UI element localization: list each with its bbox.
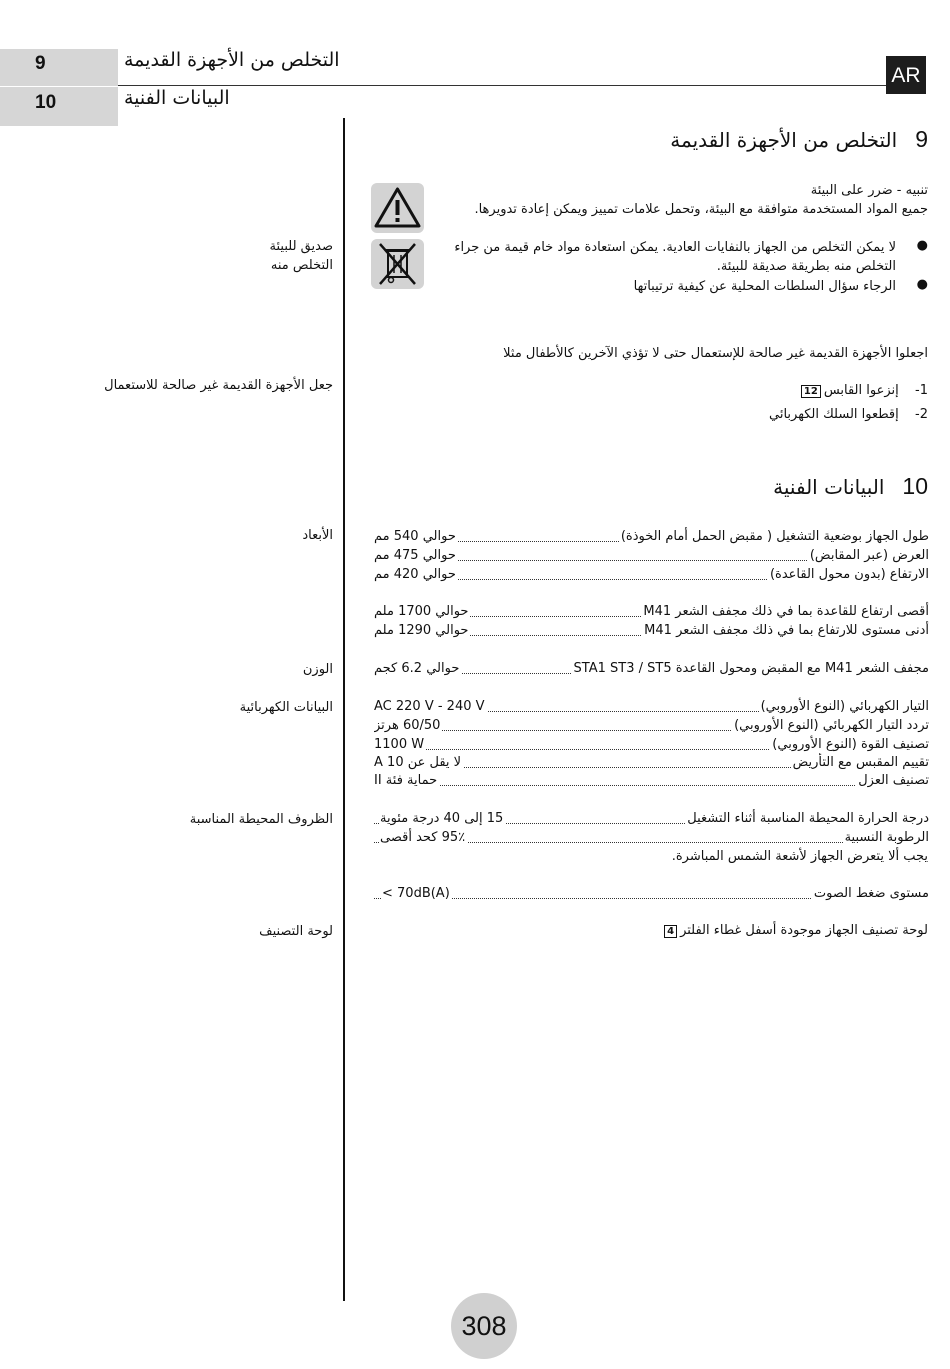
spec-row — [374, 697, 929, 716]
spec-label: تردد التيار الكهربائي (النوع الأوروبي) — [734, 718, 929, 733]
spec-value: لا يقل عن 10 A — [374, 755, 462, 770]
section-title: التخلص من الأجهزة القديمة — [670, 128, 898, 152]
spec-value: AC 220 V - 240 V — [374, 699, 485, 714]
spec-label: درجة الحرارة المحيطة المناسبة أثناء التشغيل — [687, 811, 929, 826]
bullet-text: الرجاء سؤال السلطات المحلية عن كيفية ترتيباتها — [633, 279, 896, 294]
side-label-rating-plate: لوحة التصنيف — [259, 924, 333, 939]
page-number: 308 — [451, 1293, 517, 1359]
spec-value: حوالي 475 مم — [374, 548, 456, 563]
tab-number: 9 — [35, 53, 46, 74]
tab-title[interactable]: التخلص من الأجهزة القديمة — [124, 49, 340, 71]
side-label-weight: الوزن — [302, 662, 333, 677]
step-index: 2- — [915, 407, 928, 422]
sun-note: يجب ألا يتعرض الجهاز لأشعة الشمس المباشرة. — [671, 849, 928, 864]
spec-value: حوالي 1290 ملم — [374, 623, 469, 638]
spec-label: الارتفاع (بدون محول القاعدة) — [769, 567, 929, 582]
warning-triangle-icon — [371, 183, 424, 233]
side-label-dimensions: الأبعاد — [302, 528, 333, 543]
warning-title: تنبيه - ضرر على البيئة — [810, 183, 928, 198]
section-heading — [773, 473, 928, 500]
side-label-disposal: التخلص منه — [270, 258, 333, 273]
spec-value: حماية فئة II — [374, 773, 438, 788]
spec-row — [374, 753, 929, 772]
spec-label: طول الجهاز بوضعية التشغيل ( مقبض الحمل أمام الخوذة) — [620, 529, 929, 544]
spec-row — [374, 771, 929, 790]
step-1 — [798, 381, 928, 400]
spec-row — [374, 602, 929, 621]
spec-label: الرطوبة النسبية — [844, 830, 929, 845]
spec-row — [374, 809, 929, 828]
section-title: البيانات الفنية — [773, 475, 885, 499]
step-text: إنزعوا القابس — [823, 383, 899, 398]
section-heading — [670, 126, 928, 153]
figure-reference: 12 — [801, 385, 821, 398]
spec-row — [374, 527, 929, 546]
section-number: 9 — [915, 126, 928, 152]
warning-text: جميع المواد المستخدمة متوافقة مع البيئة، وتحمل علامات تمييز ويمكن إعادة تدويرها. — [474, 202, 928, 217]
spec-row — [374, 828, 929, 847]
header-divider — [118, 85, 926, 86]
figure-reference: 4 — [664, 925, 677, 938]
step-2 — [769, 405, 928, 424]
bullet-dot: ● — [916, 277, 928, 292]
bullet-dot: ● — [916, 238, 928, 253]
spec-label: التيار الكهربائي (النوع الأوروبي) — [760, 699, 929, 714]
spec-row — [374, 716, 929, 735]
step-index: 1- — [915, 383, 928, 398]
spec-label: مجفف الشعر M41 مع المقبض ومحول القاعدة STA1 ST3 / ST5 — [573, 661, 929, 676]
disable-intro: اجعلوا الأجهزة القديمة غير صالحة للإستعمال حتى لا تؤذي الآخرين كالأطفال مثلا — [503, 346, 928, 361]
spec-row — [374, 659, 929, 678]
step-text: إقطعوا السلك الكهربائي — [769, 407, 899, 422]
rating-plate-text: لوحة تصنيف الجهاز موجودة أسفل غطاء الفلتر — [680, 923, 928, 938]
spec-row — [374, 621, 929, 640]
tab-section-9[interactable] — [0, 49, 118, 86]
spec-row — [374, 735, 929, 754]
spec-value: 15 إلى 40 درجة مئوية — [380, 811, 504, 826]
spec-value: حوالي 6.2 كجم — [374, 661, 460, 676]
spec-value: 95٪ كحد أقصى — [380, 830, 466, 845]
spec-row — [374, 565, 929, 584]
bullet-text: لا يمكن التخلص من الجهاز بالنفايات العادية. يمكن استعادة مواد خام قيمة من جراء — [454, 240, 896, 255]
spec-label: العرض (عبر المقابض) — [809, 548, 929, 563]
spec-label: مستوى ضغط الصوت — [813, 886, 929, 901]
tab-title[interactable]: البيانات الفنية — [124, 87, 230, 109]
spec-label: تصنيف القوة (النوع الأوروبي) — [772, 737, 929, 752]
column-divider — [343, 118, 345, 1301]
crossed-bin-icon — [371, 239, 424, 289]
bullet-text: التخلص منه بطريقة صديقة للبيئة. — [716, 259, 896, 274]
tab-section-10[interactable] — [0, 87, 118, 126]
spec-row — [374, 546, 929, 565]
spec-value: حوالي 420 مم — [374, 567, 456, 582]
side-label-eco: صديق للبيئة — [269, 239, 333, 254]
spec-value: حوالي 540 مم — [374, 529, 456, 544]
side-label-electrical: البيانات الكهربائية — [239, 700, 333, 715]
spec-label: تقييم المقبس مع التأريض — [792, 755, 929, 770]
tab-number: 10 — [35, 92, 57, 113]
spec-value: حوالي 1700 ملم — [374, 604, 469, 619]
spec-value: < 70dB(A) — [382, 886, 450, 901]
spec-label: أقصى ارتفاع للقاعدة بما في ذلك مجفف الشعر M41 — [643, 604, 929, 619]
spec-value: 60/50 هرتز — [374, 718, 441, 733]
section-number: 10 — [902, 473, 928, 499]
spec-value: 1100 W — [374, 737, 425, 752]
spec-row — [374, 884, 929, 903]
spec-label: تصنيف العزل — [858, 773, 929, 788]
spec-label: أدنى مستوى للارتفاع بما في ذلك مجفف الشعر M41 — [644, 623, 929, 638]
side-label-ambient: الظروف المحيطة المناسبة — [189, 812, 333, 827]
language-badge: AR — [886, 56, 926, 94]
rating-plate-note — [661, 921, 928, 940]
side-label-disable: جعل الأجهزة القديمة غير صالحة للاستعمال — [104, 378, 333, 393]
